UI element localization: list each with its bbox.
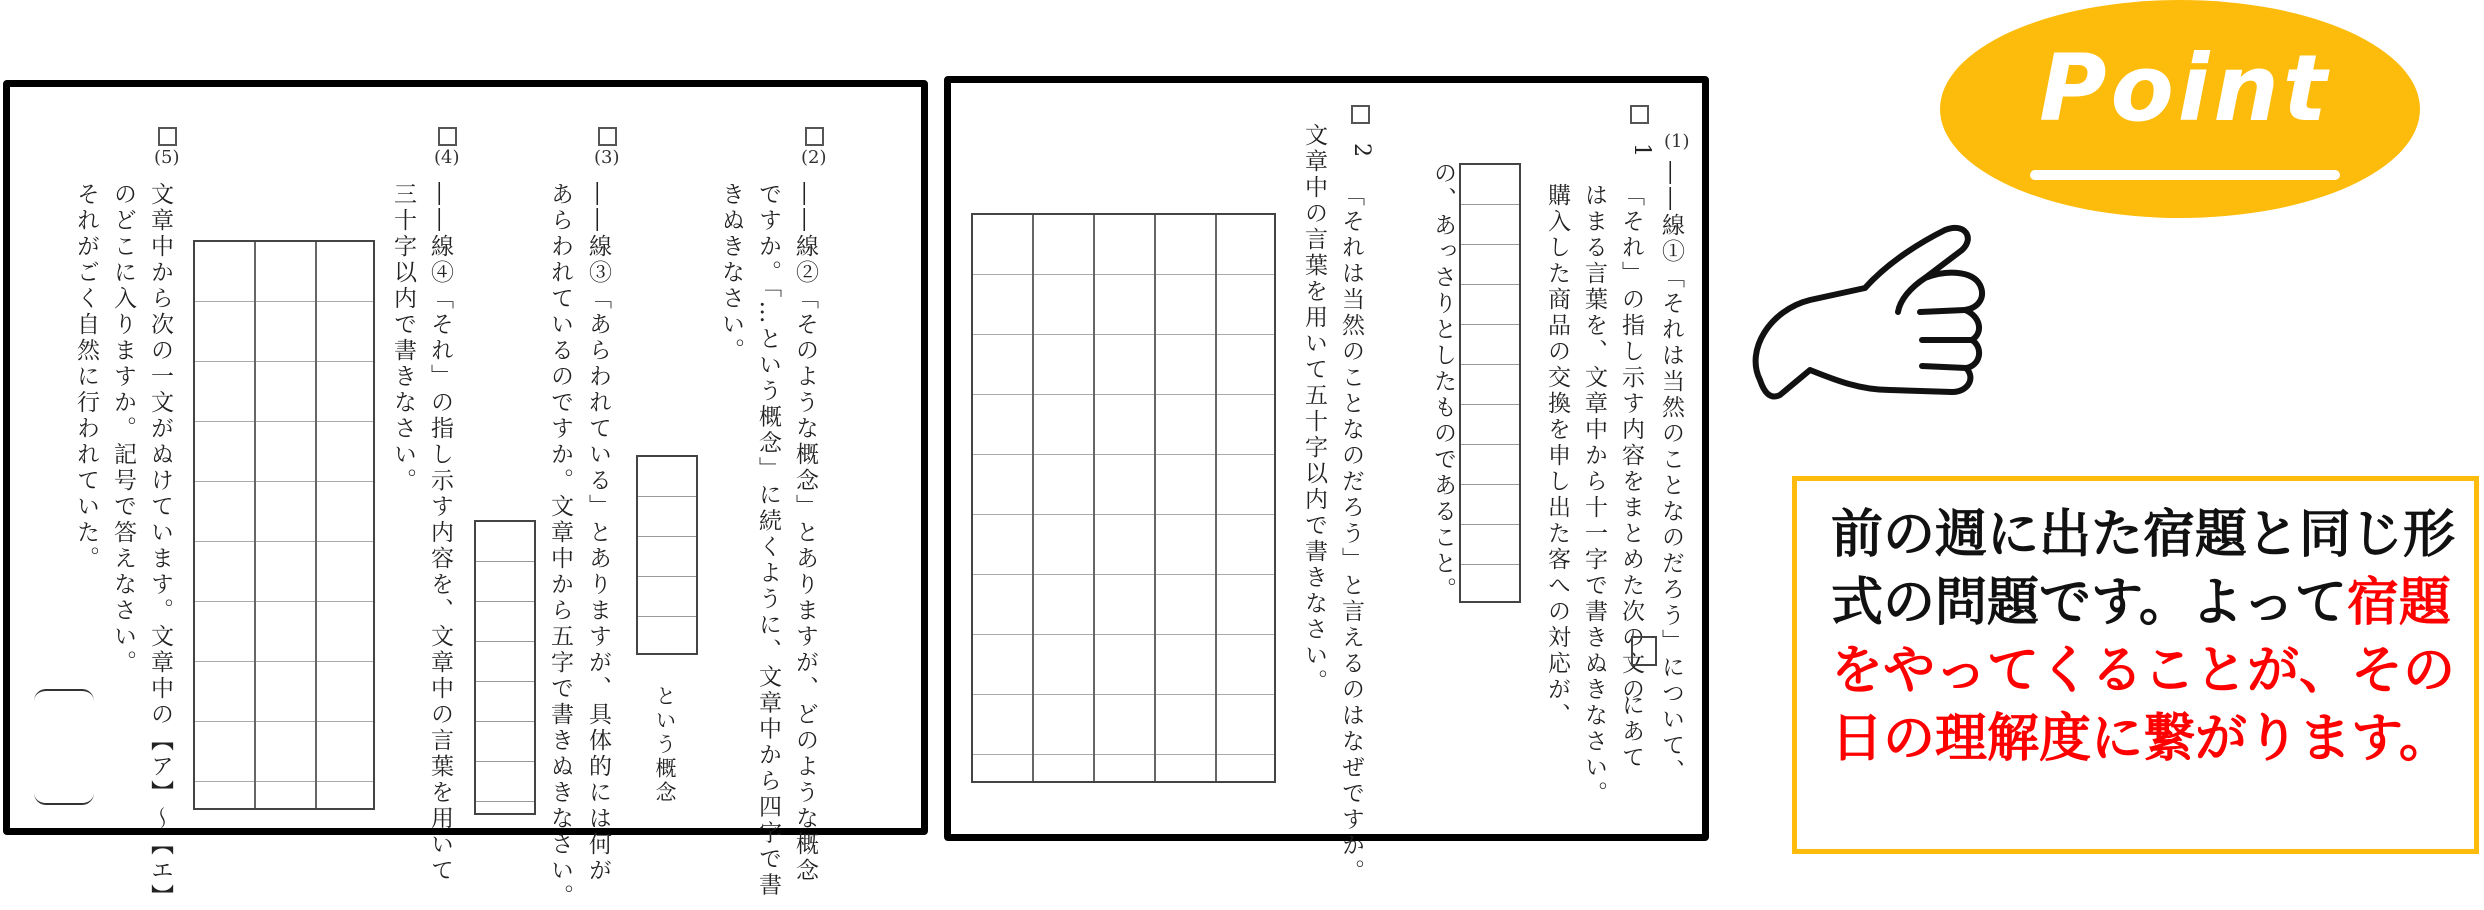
question-5-number: (5) [154, 147, 180, 168]
question-4-number: (4) [434, 147, 460, 168]
sub-question-2-number: 2 [1349, 143, 1374, 160]
question-4-line-1: ――線④「それ」の指し示す内容を、文章中の言葉を用いて [427, 182, 453, 884]
sub-question-1-line-1: 「それ」の指し示す内容をまとめた次の文の [1618, 183, 1644, 703]
question-2-checkbox[interactable] [805, 127, 824, 146]
question-4-line-2: 三十字以内で書きなさい。 [390, 182, 416, 494]
sub-question-2-line-2: 文章中の言葉を用いて五十字以内で書きなさい。 [1301, 123, 1327, 695]
question-2-suffix: という概念 [653, 685, 677, 805]
question-5-answer-bracket[interactable] [34, 689, 94, 805]
point-note-box [1792, 476, 2479, 854]
worksheet-left [3, 80, 928, 910]
sub-question-1-line-3: 購入した商品の交換を申し出た客への対応が、 [1544, 183, 1570, 729]
question-2-line-3: きぬきなさい。 [718, 182, 744, 364]
sub-question-1-line-1-tail: にあて [1618, 693, 1644, 771]
question-3-line-2: あらわれているのですか。文章中から五字で書きぬきなさい。 [547, 182, 573, 910]
question-1-intro: ――線①「それは当然のことなのだろう」について、 [1658, 161, 1684, 785]
question-1-number: (1) [1664, 131, 1690, 152]
question-3-number: (3) [594, 147, 620, 168]
question-4-answer-grid[interactable] [193, 240, 375, 810]
point-note-highlight: 宿題をやってくることが、その日の理解度に繋がります。 [1831, 573, 2456, 769]
sub-question-1-line-4: の、あっさりとしたものであること。 [1430, 161, 1456, 603]
question-2-number: (2) [801, 147, 827, 168]
sub-question-1-answer-box[interactable] [1459, 163, 1521, 603]
question-5-line-2: のどこに入りますか。記号で答えなさい。 [110, 182, 136, 676]
inline-blank-box [1631, 636, 1657, 666]
question-5-checkbox[interactable] [158, 127, 177, 146]
question-5-line-3: それがごく自然に行われていた。 [73, 182, 99, 572]
question-3-line-1: ――線③「あらわれている」とありますが、具体的には何が [585, 182, 611, 884]
point-note-text: 前の週に出た宿題と同じ形式の問題です。よって [1831, 505, 2456, 633]
pointing-hand-icon [1740, 200, 2000, 410]
sub-question-1-line-2: はまる言葉を、文章中から十一字で書きぬきなさい。 [1581, 183, 1607, 807]
sub-question-2-line-1: 「それは当然のことなのだろう」と言えるのはなぜですか。 [1338, 183, 1364, 885]
point-label: Point [2039, 35, 2331, 142]
question-3-answer-box[interactable] [474, 520, 536, 815]
question-2-line-1: ――線②「そのような概念」とありますが、どのような概念 [792, 182, 818, 884]
question-2-answer-box[interactable] [636, 455, 698, 655]
question-5-line-1: 文章中から次の一文がぬけています。文章中の【ア】～【エ】 [147, 182, 173, 910]
sub-question-2-checkbox[interactable] [1351, 105, 1370, 124]
worksheet-right [944, 76, 1709, 885]
sub-question-1-checkbox[interactable] [1630, 105, 1649, 124]
sub-question-1-number: 1 [1629, 143, 1654, 160]
point-underline [2030, 170, 2340, 180]
question-4-checkbox[interactable] [438, 127, 457, 146]
question-2-line-2: ですか。「…という概念」に続くように、文章中から四字で書 [755, 182, 781, 899]
sub-question-2-answer-grid[interactable] [971, 213, 1276, 783]
question-3-checkbox[interactable] [598, 127, 617, 146]
